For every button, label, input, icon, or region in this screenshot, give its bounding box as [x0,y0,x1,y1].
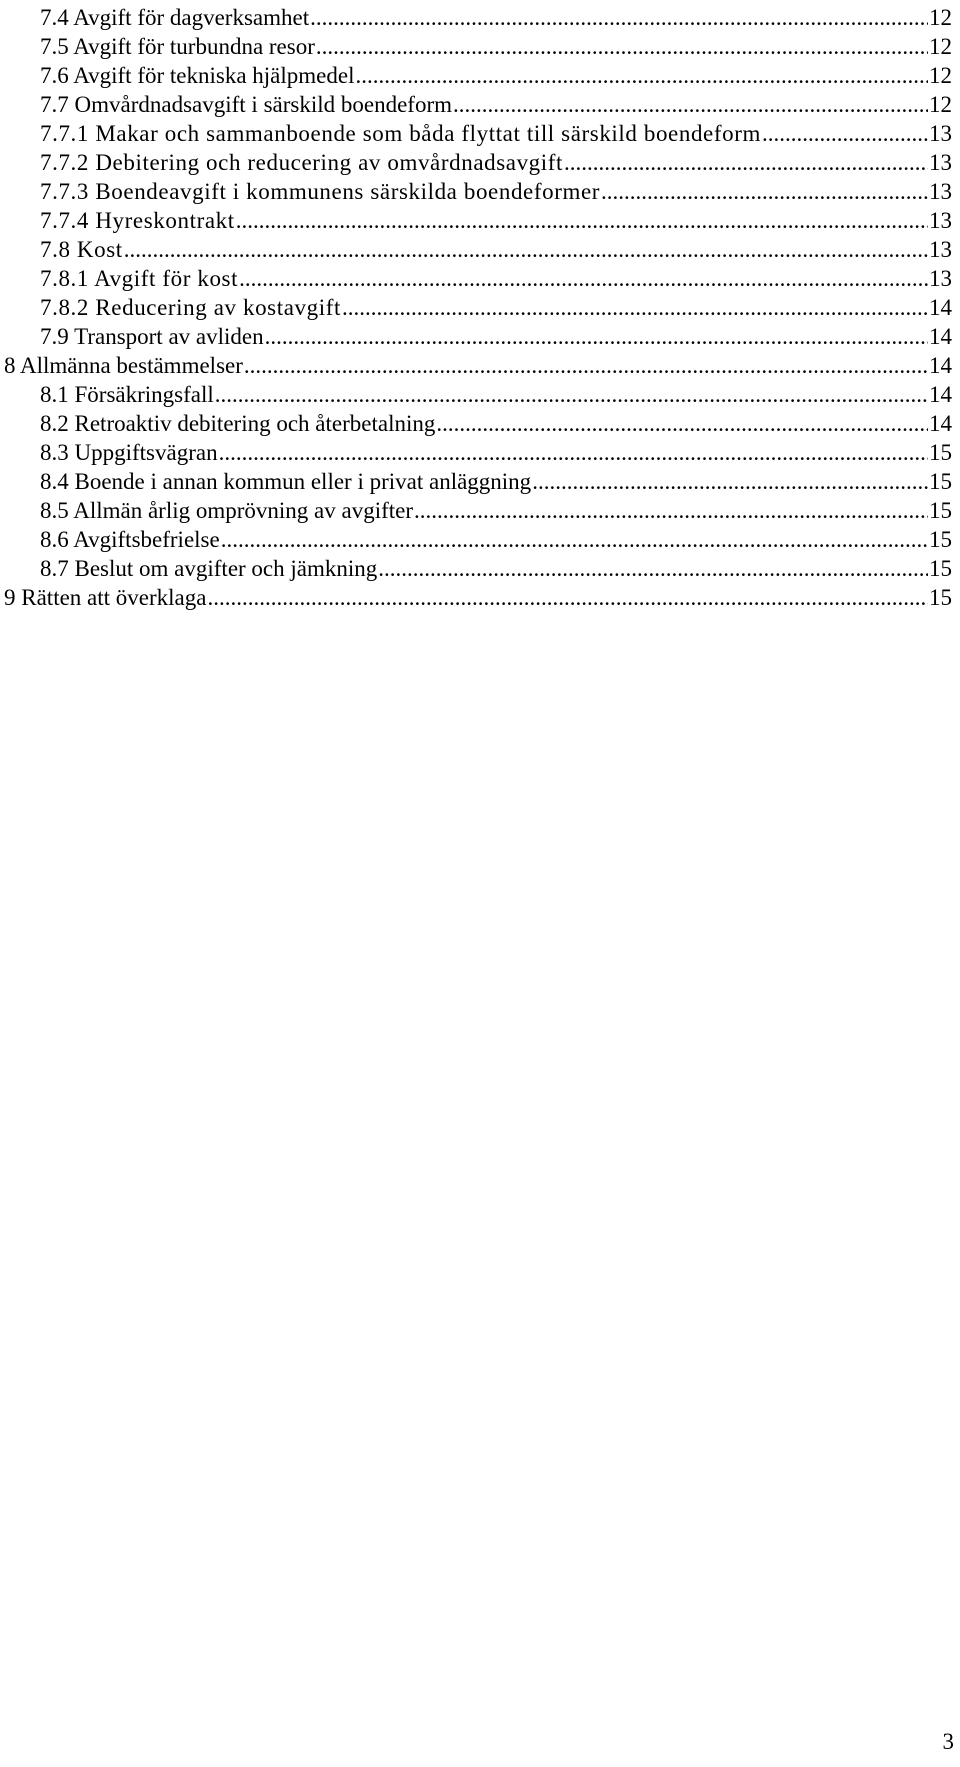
toc-entry-title: 7.7.4 Hyreskontrakt [40,208,235,233]
toc-entry-7-6[interactable] [40,58,952,90]
toc-leader-dots [236,207,928,235]
toc-leader-dots [342,294,928,322]
toc-entry-title: 8.4 Boende i annan kommun eller i privat anläggning [40,469,532,494]
toc-entry-page: 15 [929,527,952,552]
toc-leader-dots [414,497,928,525]
toc-entry-8-7[interactable] [40,551,952,583]
toc-entry-page: 13 [929,237,952,262]
toc-entry-page: 13 [929,266,952,291]
toc-entry-page: 13 [929,150,952,175]
toc-entry-title: 8.5 Allmän årlig omprövning av avgifter [40,498,414,523]
toc-entry-page: 13 [929,208,952,233]
toc-entry-page: 15 [929,469,952,494]
toc-entry-page: 12 [929,5,952,30]
toc-entry-7-8[interactable] [40,232,952,264]
toc-entry-title: 7.8.2 Reducering av kostavgift [40,295,341,320]
toc-entry-8-2[interactable] [40,406,952,438]
toc-entry-7-7-4[interactable] [40,203,952,235]
toc-entry-page: 14 [929,353,952,378]
toc-entry-page: 15 [929,585,952,610]
toc-entry-page: 15 [929,498,952,523]
toc-entry-page: 12 [929,34,952,59]
toc-leader-dots [219,439,928,467]
toc-leader-dots [215,381,928,409]
toc-entry-title: 8.6 Avgiftsbefrielse [40,527,220,552]
toc-entry-8-4[interactable] [40,464,952,496]
toc-entry-7-9[interactable] [40,319,952,351]
toc-entry-8[interactable] [4,348,952,380]
toc-leader-dots [532,468,928,496]
toc-entry-page: 15 [929,556,952,581]
toc-leader-dots [244,352,928,380]
toc-entry-title: 7.7 Omvårdnadsavgift i särskild boendeform [40,92,452,117]
toc-entry-page: 14 [929,324,952,349]
toc-leader-dots [316,33,928,61]
toc-entry-page: 13 [929,179,952,204]
toc-entry-9[interactable] [4,580,952,612]
toc-entry-7-4[interactable] [40,0,952,32]
toc-leader-dots [265,323,928,351]
toc-entry-title: 9 Rätten att överklaga [4,585,207,610]
toc-entry-title: 7.5 Avgift för turbundna resor [40,34,315,59]
toc-entry-title: 7.8 Kost [40,237,123,262]
toc-entry-page: 15 [929,440,952,465]
toc-leader-dots [436,410,928,438]
toc-leader-dots [355,62,928,90]
toc-entry-title: 8.3 Uppgiftsvägran [40,440,218,465]
toc-entry-7-5[interactable] [40,29,952,61]
toc-leader-dots [221,526,928,554]
toc-entry-title: 7.9 Transport av avliden [40,324,264,349]
toc-entry-7-8-1[interactable] [40,261,952,293]
toc-entry-page: 12 [929,92,952,117]
toc-entry-7-7-3[interactable] [40,174,952,206]
toc-entry-page: 13 [929,121,952,146]
toc-leader-dots [564,149,928,177]
toc-entry-title: 8.7 Beslut om avgifter och jämkning [40,556,378,581]
toc-entry-8-3[interactable] [40,435,952,467]
toc-entry-8-6[interactable] [40,522,952,554]
toc-entry-page: 14 [929,382,952,407]
toc-entry-title: 7.4 Avgift för dagverksamhet [40,5,310,30]
toc-entry-8-5[interactable] [40,493,952,525]
toc-leader-dots [124,236,928,264]
toc-leader-dots [601,178,928,206]
toc-entry-page: 12 [929,63,952,88]
toc-leader-dots [378,555,928,583]
toc-entry-title: 7.7.1 Makar och sammanboende som båda flyttat till särskild boendeform [40,121,761,146]
toc-leader-dots [453,91,928,119]
toc-entry-title: 7.6 Avgift för tekniska hjälpmedel [40,63,355,88]
toc-entry-7-7-1[interactable] [40,116,952,148]
toc-entry-7-8-2[interactable] [40,290,952,322]
toc-entry-title: 7.7.3 Boendeavgift i kommunens särskilda boendeformer [40,179,601,204]
toc-entry-7-7[interactable] [40,87,952,119]
page-number: 3 [942,1729,954,1754]
toc-entry-page: 14 [929,295,952,320]
toc-leader-dots [207,584,928,612]
toc-leader-dots [310,4,928,32]
toc-entry-page: 14 [929,411,952,436]
toc-leader-dots [762,120,928,148]
toc-entry-title: 8 Allmänna bestämmelser [4,353,243,378]
toc-entry-8-1[interactable] [40,377,952,409]
toc-entry-title: 7.7.2 Debitering och reducering av omvårdnadsavgift [40,150,564,175]
toc-entry-title: 8.1 Försäkringsfall [40,382,214,407]
toc-entry-title: 8.2 Retroaktiv debitering och återbetalning [40,411,436,436]
toc-entry-7-7-2[interactable] [40,145,952,177]
toc-entry-title: 7.8.1 Avgift för kost [40,266,239,291]
toc-leader-dots [239,265,928,293]
